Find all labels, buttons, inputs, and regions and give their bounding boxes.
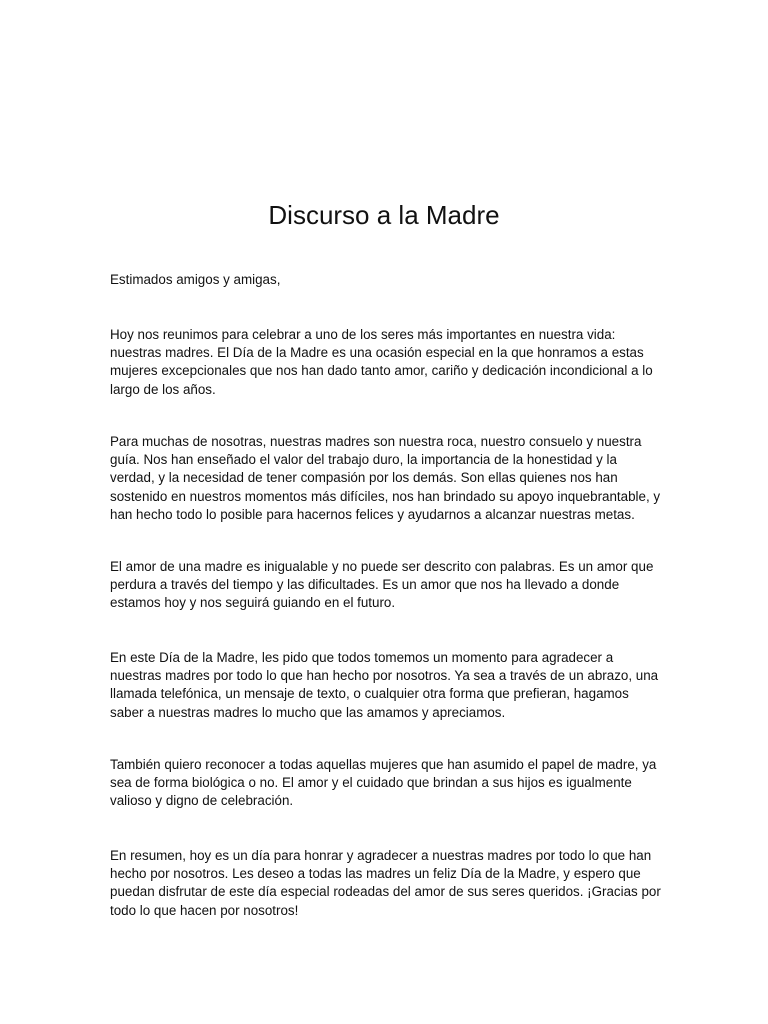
paragraph-1: Hoy nos reunimos para celebrar a uno de los seres más importantes en nuestra vida: nuestras madres. El Día de la Madre es una ocasión especial en la que honramos a estas mujeres excepcionales que nos han dado tanto amor, cariño y dedicación incondicional a lo largo de los años. bbox=[110, 327, 653, 397]
paragraph-6: En resumen, hoy es un día para honrar y agradecer a nuestras madres por todo lo que han hecho por nosotros. Les deseo a todas las madres un feliz Día de la Madre, y espero que puedan disfrutar de este día especial rodeadas del amor de sus seres queridos. ¡Gracias por todo lo que hacen por nosotros! bbox=[110, 848, 661, 918]
paragraph-4: En este Día de la Madre, les pido que todos tomemos un momento para agradecer a nuestras madres por todo lo que han hecho por nosotros. Ya sea a través de un abrazo, una llamada telefónica, un mensaje de texto, o cualquier otra forma que prefieran, hagamos saber a nuestras madres lo mucho que las amamos y apreciamos. bbox=[110, 650, 659, 720]
paragraph-2: Para muchas de nosotras, nuestras madres son nuestra roca, nuestro consuelo y nuestra guía. Nos han enseñado el valor del trabajo duro, la importancia de la honestidad y la verdad, y la necesidad de tener compasión por los demás. Son ellas quienes nos han sostenido en nuestros momentos más difíciles, nos han brindado su apoyo inquebrantable, y han hecho todo lo posible para hacernos felices y ayudarnos a alcanzar nuestras metas. bbox=[110, 434, 661, 522]
greeting-line: Estimados amigos y amigas, bbox=[110, 272, 281, 287]
paragraph-5: También quiero reconocer a todas aquellas mujeres que han asumido el papel de madre, ya sea de forma biológica o no. El amor y el cuidado que brindan a sus hijos es igualmente valioso y digno de celebración. bbox=[110, 757, 657, 809]
document-title: Discurso a la Madre bbox=[268, 200, 500, 230]
paragraph-3: El amor de una madre es inigualable y no puede ser descrito con palabras. Es un amor que perdura a través del tiempo y las dificultades. Es un amor que nos ha llevado a donde estamos hoy y nos seguirá guiando en el futuro. bbox=[110, 559, 654, 611]
